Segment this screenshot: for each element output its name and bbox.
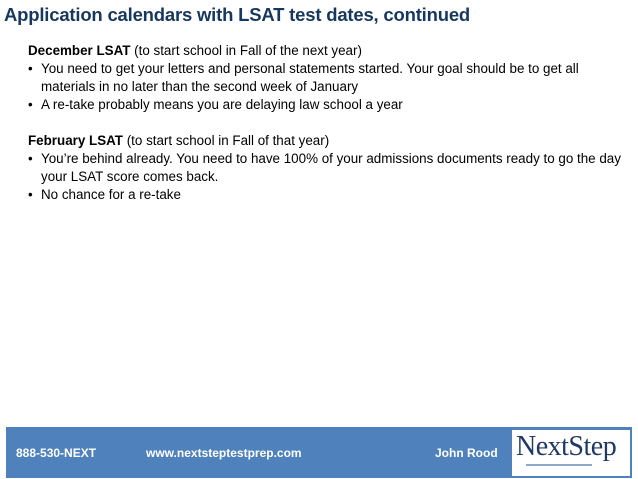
bullet-text: You need to get your letters and personal statements started. Your goal should be to get all materials in no later than the second week of January [41,61,579,94]
section-heading [28,42,624,60]
bullet-item [28,60,624,96]
bullet-text: You’re behind already. You need to have 100% of your admissions documents ready to go the day your LSAT score comes back. [41,151,621,184]
bullet-item [28,150,624,186]
section-heading-label: February LSAT [28,133,123,148]
slide-content [28,42,624,222]
bullet-icon: • [28,61,33,76]
bullet-text: No chance for a re-take [41,187,181,202]
section-heading-label: December LSAT [28,43,131,58]
slide-title: Application calendars with LSAT test dates, continued [4,4,471,25]
nextstep-logo [512,430,630,476]
bullet-icon: • [28,187,33,202]
footer-bar [6,427,632,478]
bullet-item [28,96,624,114]
footer-phone: 888-530-NEXT [16,446,97,460]
bullet-icon: • [28,151,33,166]
section-heading-note: (to start school in Fall of that year) [123,133,330,148]
bullet-text: A re-take probably means you are delaying law school a year [41,97,403,112]
bullet-icon: • [28,97,33,112]
section-february-lsat [28,132,624,204]
section-heading-note: (to start school in Fall of the next year) [130,43,362,58]
bullet-item [28,186,624,204]
logo-underline [526,464,592,466]
section-december-lsat [28,42,624,114]
footer-author: John Rood [435,446,498,460]
section-heading [28,132,624,150]
logo-text: NextStep [516,431,617,462]
footer-url: www.nextsteptestprep.com [146,446,302,460]
